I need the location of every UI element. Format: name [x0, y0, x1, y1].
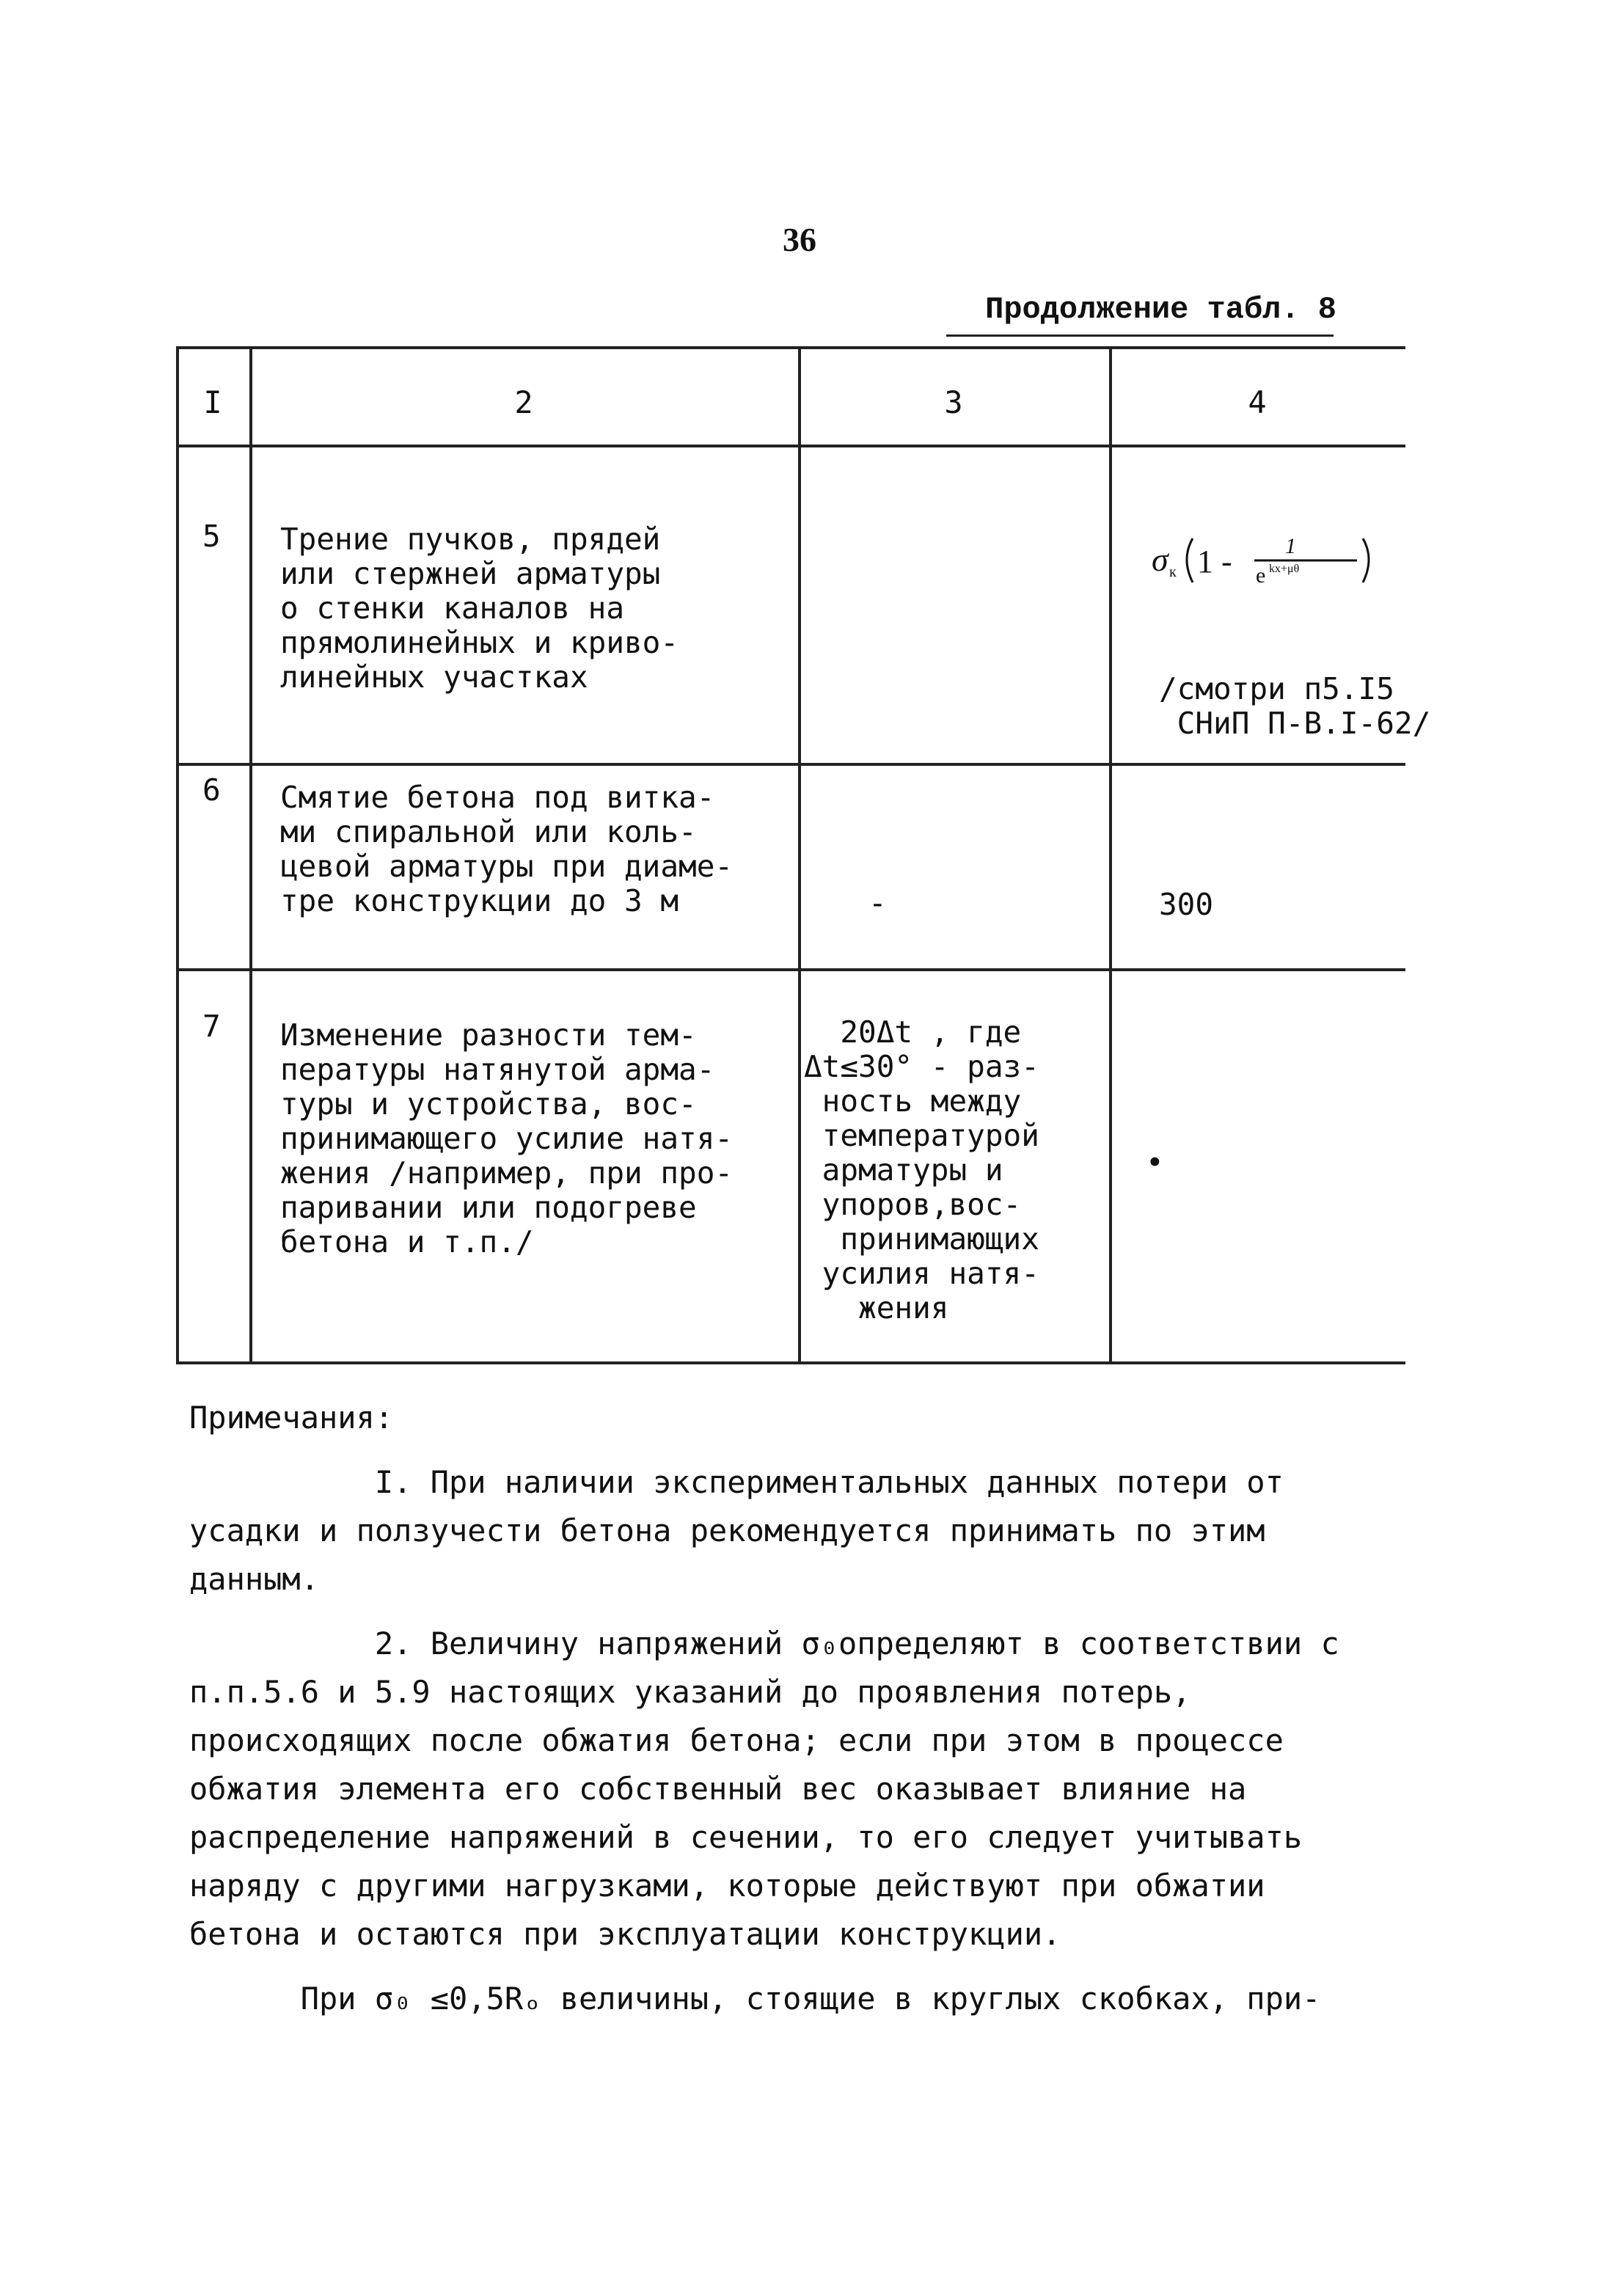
row7-col4-mark: •	[1146, 1145, 1164, 1180]
notes-section	[189, 1394, 1407, 2023]
col1-left-rule	[176, 346, 179, 1364]
table-top-rule	[176, 346, 1405, 349]
header-col1: I	[203, 384, 222, 420]
caption-underline	[946, 334, 1334, 337]
header-col4: 4	[1248, 384, 1267, 420]
svg-text:σ: σ	[1152, 541, 1168, 578]
notes-heading: Примечания:	[189, 1400, 394, 1436]
row5-bottom-rule	[176, 763, 1405, 766]
row6-number: 6	[202, 772, 221, 808]
table-caption: Продолжение табл. 8	[985, 292, 1336, 327]
col4-left-rule	[1109, 346, 1112, 1364]
header-bottom-rule	[176, 445, 1405, 447]
svg-text:к: к	[1169, 564, 1177, 580]
row6-col4-value: 300	[1159, 887, 1214, 922]
note-1: I. При наличии экспериментальных данных потери от усадки и ползучести бетона рекомендуется принимать по этим данным.	[189, 1464, 1284, 1597]
header-col3: 3	[944, 384, 963, 420]
note-continuation: При σ₀ ≤0,5Rₒ величины, стоящие в круглых скобках, при-	[189, 1981, 1321, 2017]
svg-text:1: 1	[1285, 534, 1296, 558]
row7-description: Изменение разности тем- пературы натянутой арма- туры и устройства, вос- принимающего усилие натя- жения /например, при про- паривании или подогреве бетона и т.п./	[280, 1017, 734, 1259]
table-bottom-rule	[176, 1361, 1405, 1364]
row7-col3-text: 20Δt , где Δt≤30° - раз- ность между температурой арматуры и упоров,вос- принимающих усилия натя- жения	[804, 1014, 1039, 1326]
row7-number: 7	[202, 1009, 221, 1044]
header-col2: 2	[514, 384, 533, 420]
loss-table	[176, 346, 1431, 1364]
col2-left-rule	[249, 346, 252, 1364]
svg-text:kx+μθ: kx+μθ	[1269, 563, 1300, 575]
friction-formula-svg	[1152, 524, 1401, 590]
note-2: 2. Величину напряжений σ₀определяют в соответствии с п.п.5.6 и 5.9 настоящих указаний до проявления потерь, происходящих после обжатия бетона; если при этом в процессе обжатия элемента его собственный вес оказывает влияние на распределение напряжений в сечении, то его следует учитывать наряду с другими нагрузками, которые действуют при обжатии бетона и остаются при эксплуатации конструкции.	[189, 1626, 1339, 1952]
row6-description: Смятие бетона под витка- ми спиральной или коль- цевой арматуры при диаме- тре конструкции до 3 м	[280, 780, 734, 918]
svg-text:e: e	[1256, 563, 1266, 588]
row6-col3-dash: -	[868, 885, 887, 921]
page-number: 36	[783, 221, 816, 258]
row5-loss-formula	[1152, 524, 1401, 590]
row5-number: 5	[202, 519, 221, 554]
row6-bottom-rule	[176, 968, 1405, 971]
svg-text:1 -: 1 -	[1197, 544, 1232, 580]
col3-left-rule	[798, 346, 801, 1364]
row5-snip-reference: /смотри п5.I5 СНиП П-В.I-62/	[1159, 671, 1431, 741]
row5-description: Трение пучков, прядей или стержней арматуры о стенки каналов на прямолинейных и криво- линейных участках	[280, 522, 679, 695]
